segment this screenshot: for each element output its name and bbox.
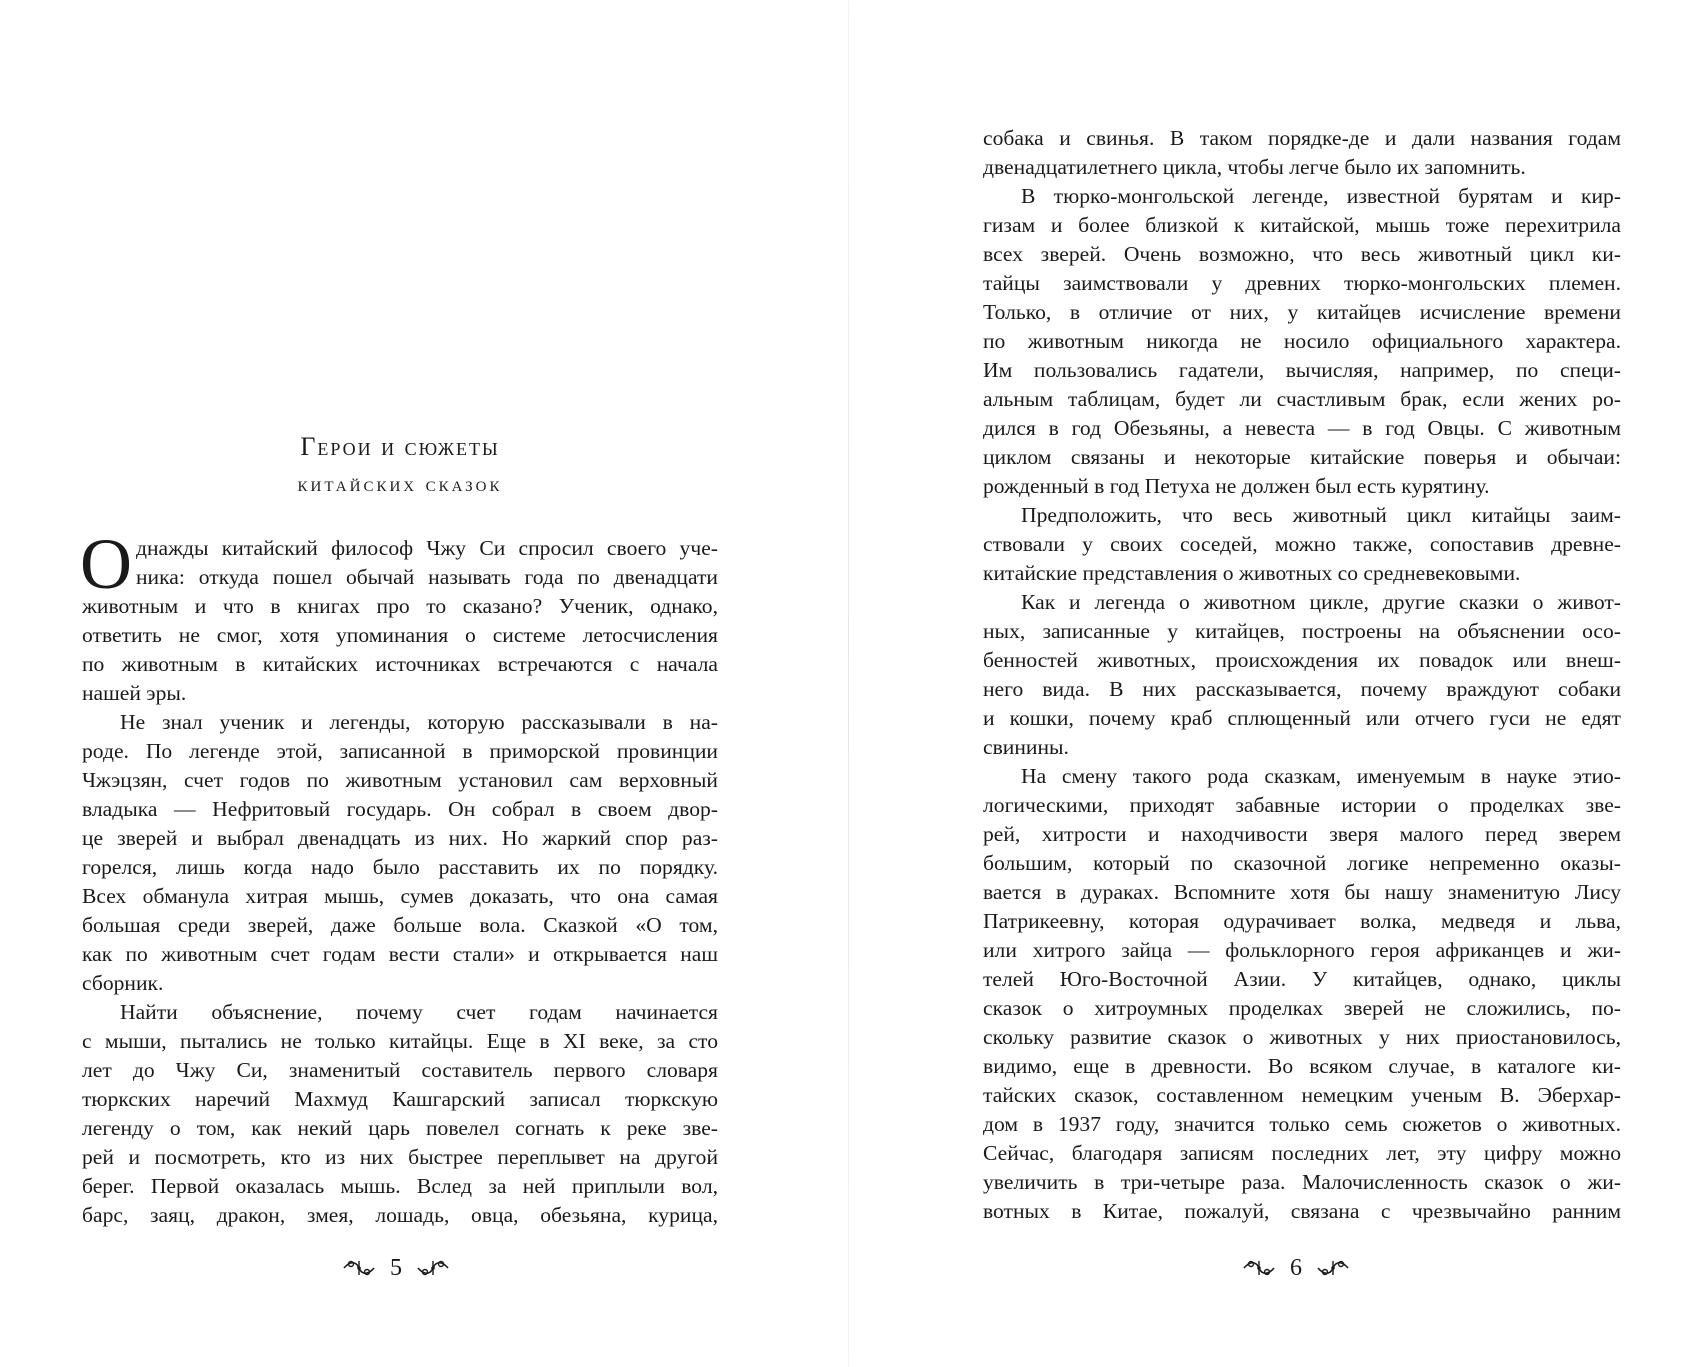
text-line: берег. Первой оказалась мышь. Вслед за ней приплыли вол, [82, 1174, 718, 1198]
page-number-left [342, 1253, 450, 1283]
text-line: большим, который по сказочной логике непременно оказы- [983, 851, 1621, 875]
text-line: ника: откуда пошел обычай называть года по двенадцати [136, 565, 718, 589]
text-line: скольку развитие сказок о животных у них приостановилось, [983, 1025, 1621, 1049]
text-line: нашей эры. [82, 681, 187, 705]
text-line: него вида. В них рассказывается, почему враждуют собаки [983, 677, 1621, 701]
floral-scroll-icon [342, 1257, 376, 1279]
text-line: тайских сказок, составленном немецким ученым В. Эберхар- [983, 1083, 1621, 1107]
text-line: легенду о том, как некий царь повелел согнать к реке зве- [82, 1116, 718, 1140]
text-line: видимо, еще в древности. Во всяком случае, в каталоге ки- [983, 1054, 1621, 1078]
text-line: днажды китайский философ Чжу Си спросил своего уче- [136, 536, 718, 560]
text-line: ствовали у своих соседей, можно также, сопоставив древне- [983, 532, 1621, 556]
text-line: собака и свинья. В таком порядке-де и дали названия годам [983, 126, 1621, 150]
text-line: телей Юго-Восточной Азии. У китайцев, однако, циклы [983, 967, 1621, 991]
text-line: китайские представления о животных со средневековыми. [983, 561, 1521, 585]
text-line: Сейчас, благодаря записям последних лет, эту цифру можно [983, 1141, 1621, 1165]
page-number: 6 [1290, 1255, 1302, 1281]
drop-cap: О [80, 524, 132, 604]
floral-scroll-icon [416, 1257, 450, 1279]
text-line: роде. По легенде этой, записанной в приморской провинции [82, 739, 718, 763]
text-line: тайцы заимствовали у древних тюрко-монгольских племен. [983, 271, 1621, 295]
text-line: сборник. [82, 971, 164, 995]
paragraph-1 [80, 524, 718, 708]
floral-scroll-icon [1316, 1257, 1350, 1279]
text-line: Не знал ученик и легенды, которую рассказывали в на- [120, 710, 718, 734]
text-line: Им пользовались гадатели, вычисляя, например, по специ- [983, 358, 1621, 382]
right-page [983, 124, 1621, 1226]
page-number: 5 [390, 1255, 402, 1281]
text-line: лет до Чжу Си, знаменитый составитель первого словаря [82, 1058, 718, 1082]
text-line: по животным в китайских источниках встречаются с начала [82, 652, 718, 676]
page-gutter [848, 0, 849, 1367]
chapter-title-line2: китайских сказок [297, 471, 503, 496]
chapter-title [82, 430, 718, 500]
text-line: увеличить в три-четыре раза. Малочисленность сказок о жи- [983, 1170, 1621, 1194]
left-page [82, 430, 718, 1230]
text-line: свинины. [983, 735, 1069, 759]
chapter-title-line1: Герои и сюжеты [300, 432, 500, 461]
text-line: дился в год Обезьяны, а невеста — в год Овцы. С животным [983, 416, 1621, 440]
text-line: Всех обманула хитрая мышь, сумев доказать, что она самая [82, 884, 718, 908]
text-line: Только, в отличие от них, у китайцев исчисление времени [983, 300, 1621, 324]
text-line: с мыши, пытались не только китайцы. Еще в XI веке, за сто [82, 1029, 718, 1053]
text-line: гизам и более близкой к китайской, мышь тоже перехитрила [983, 213, 1621, 237]
text-line: логическими, приходят забавные истории о проделках зве- [983, 793, 1621, 817]
paragraph-4 [983, 762, 1621, 1226]
text-line: животным и что в книгах про то сказано? Ученик, однако, [82, 594, 718, 618]
text-line: Найти объяснение, почему счет годам начинается [120, 1000, 718, 1024]
text-line: Как и легенда о животном цикле, другие сказки о живот- [1021, 590, 1621, 614]
text-line: альным таблицам, будет ли счастливым брак, если жених ро- [983, 387, 1621, 411]
text-line: всех зверей. Очень возможно, что весь животный цикл ки- [983, 242, 1621, 266]
text-line: горелся, лишь когда надо было расставить их по порядку. [82, 855, 718, 879]
text-line: В тюрко-монгольской легенде, известной бурятам и кир- [1021, 184, 1621, 208]
paragraph-2 [983, 501, 1621, 588]
text-line: циклом связаны и некоторые китайские поверья и обычаи: [983, 445, 1621, 469]
text-line: Чжэцзян, счет годов по животным установил сам верховный [82, 768, 718, 792]
text-line: владыка — Нефритовый государь. Он собрал в своем двор- [82, 797, 718, 821]
paragraph-3 [983, 588, 1621, 762]
text-line: вотных в Китае, пожалуй, связана с чрезвычайно ранним [983, 1199, 1621, 1223]
text-line: как по животным счет годам вести стали» и открывается наш [82, 942, 718, 966]
paragraph-3 [82, 998, 718, 1230]
text-line: или хитрого зайца — фольклорного героя африканцев и жи- [983, 938, 1621, 962]
text-line: по животным никогда не носило официального характера. [983, 329, 1621, 353]
text-line: На смену такого рода сказкам, именуемым в науке этио- [1021, 764, 1621, 788]
text-line: Патрикеевну, которая одурачивает волка, медведя и льва, [983, 909, 1621, 933]
text-line: ответить не смог, хотя упоминания о системе летосчисления [82, 623, 718, 647]
text-line: дом в 1937 году, значится только семь сюжетов о животных. [983, 1112, 1621, 1136]
text-line: Предположить, что весь животный цикл китайцы заим- [1021, 503, 1621, 527]
text-line: сказок о хитроумных проделках зверей не сложились, по- [983, 996, 1621, 1020]
text-line: тюркских наречий Махмуд Кашгарский записал тюркскую [82, 1087, 718, 1111]
text-line: двенадцатилетнего цикла, чтобы легче было их запомнить. [983, 155, 1526, 179]
page-number-right [1242, 1253, 1350, 1283]
text-line: бенностей животных, происхождения их повадок или внеш- [983, 648, 1621, 672]
paragraph-0 [983, 124, 1621, 182]
text-line: рожденный в год Петуха не должен был есть курятину. [983, 474, 1490, 498]
paragraph-2 [82, 708, 718, 998]
text-line: барс, заяц, дракон, змея, лошадь, овца, обезьяна, курица, [82, 1203, 718, 1227]
text-line: рей, хитрости и находчивости зверя малого перед зверем [983, 822, 1621, 846]
text-line: и кошки, почему краб сплющенный или отчего гуси не едят [983, 706, 1621, 730]
text-line: вается в дураках. Вспомните хотя бы нашу знаменитую Лису [983, 880, 1621, 904]
text-line: це зверей и выбрал двенадцать из них. Но жаркий спор раз- [82, 826, 718, 850]
text-line: рей и посмотреть, кто из них быстрее переплывет на другой [82, 1145, 718, 1169]
text-line: ных, записанные у китайцев, построены на объяснении осо- [983, 619, 1621, 643]
floral-scroll-icon [1242, 1257, 1276, 1279]
text-line: большая среди зверей, даже больше вола. Сказкой «О том, [82, 913, 718, 937]
paragraph-1 [983, 182, 1621, 501]
